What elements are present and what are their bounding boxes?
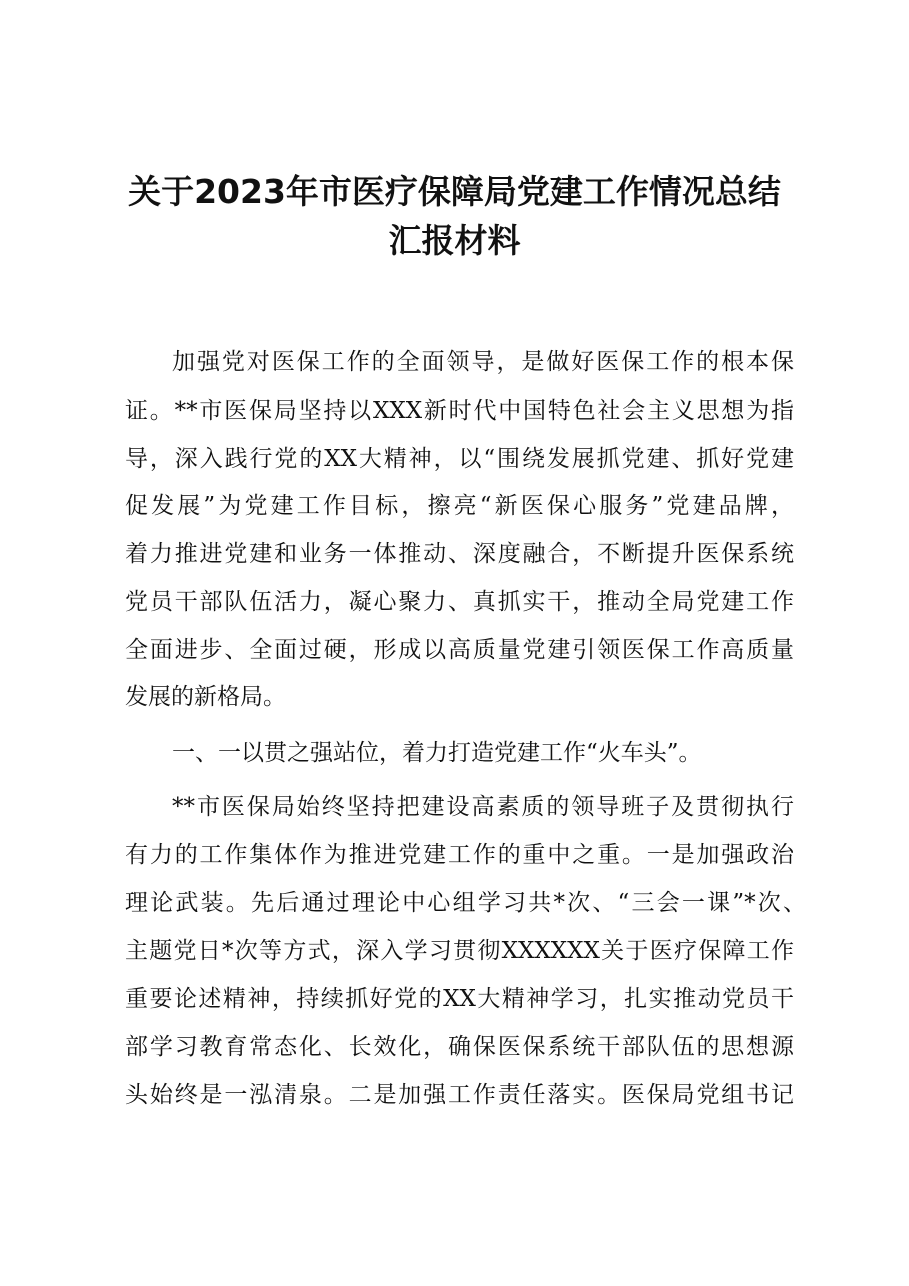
paragraph-2-line-7: 头始终是一泓清泉。二是加强工作责任落实。医保局党组书记 — [125, 1082, 794, 1108]
paragraph-1-line-7: 全面进步、全面过硬，形成以高质量党建引领医保工作高质量 — [125, 637, 794, 663]
paragraph-1-line-3: 导，深入践行党的XX大精神，以“围绕发展抓党建、抓好党建 — [125, 446, 794, 472]
paragraph-1-line-2: 证。**市医保局坚持以XXX新时代中国特色社会主义思想为指 — [125, 398, 794, 424]
paragraph-1-line-5: 着力推进党建和业务一体推动、深度融合，不断提升医保系统 — [125, 541, 794, 567]
section-heading-1: 一、一以贯之强站位，着力打造党建工作“火车头”。 — [172, 740, 702, 766]
paragraph-2-line-1: **市医保局始终坚持把建设高素质的领导班子及贯彻执行 — [172, 794, 794, 820]
paragraph-1-line-6: 党员干部队伍活力，凝心聚力、真抓实干，推动全局党建工作 — [125, 589, 794, 615]
paragraph-2-line-5: 重要论述精神，持续抓好党的XX大精神学习，扎实推动党员干 — [125, 986, 794, 1012]
document-title-line-1: 关于2023年市医疗保障局党建工作情况总结 — [128, 172, 781, 211]
paragraph-1-line-8: 发展的新格局。 — [125, 684, 286, 710]
paragraph-1-line-1: 加强党对医保工作的全面领导，是做好医保工作的根本保 — [172, 349, 794, 375]
paragraph-1-line-4: 促发展”为党建工作目标，擦亮“新医保心服务”党建品牌， — [125, 493, 794, 519]
paragraph-2-line-3: 理论武装。先后通过理论中心组学习共*次、“三会一课”*次、 — [125, 890, 806, 916]
document-title-line-2: 汇报材料 — [388, 221, 521, 260]
paragraph-2-line-4: 主题党日*次等方式，深入学习贯彻XXXXXX关于医疗保障工作 — [125, 938, 794, 964]
paragraph-2-line-2: 有力的工作集体作为推进党建工作的重中之重。一是加强政治 — [125, 842, 794, 868]
paragraph-2-line-6: 部学习教育常态化、长效化，确保医保系统干部队伍的思想源 — [125, 1034, 794, 1060]
